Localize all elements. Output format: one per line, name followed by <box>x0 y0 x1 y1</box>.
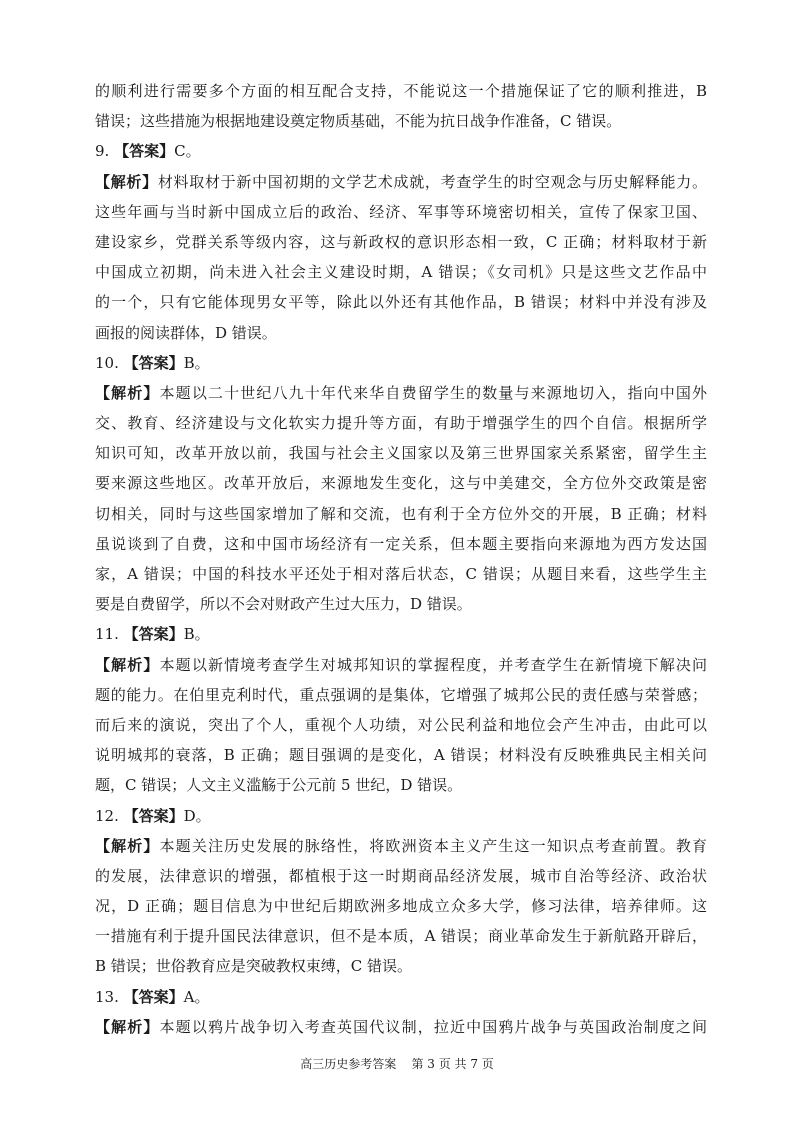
line-text: B。 <box>183 353 210 372</box>
text-line <box>95 1012 707 1042</box>
line-text: 中国成立初期，尚未进入社会主义建设时期，A 错误；《女司机》只是这些文艺作品中 <box>95 263 707 282</box>
text-line <box>95 468 707 498</box>
line-text: 而后来的演说，突出了个人，重视个人功绩，对公民利益和地位会产生冲击，由此可以 <box>95 715 707 734</box>
line-text: 错误；这些措施为根据地建设奠定物质基础，不能为抗日战争作准备，C 错误。 <box>95 112 622 131</box>
text-line <box>95 287 707 317</box>
line-text: 说明城邦的衰落，B 正确；题目强调的是变化，A 错误；材料没有反映雅典民主相关问 <box>95 746 707 765</box>
line-text: 材料取材于新中国初期的文学艺术成就，考查学生的时空观念与历史解释能力。 <box>157 172 707 191</box>
text-line <box>95 982 707 1012</box>
line-text: 切相关，同时与这些国家增加了解和交流，也有利于全方位外交的开展，B 正确；材料 <box>95 504 707 523</box>
line-text: 要是自费留学，所以不会对财政产生过大压力，D 错误。 <box>95 595 472 614</box>
text-line <box>95 740 707 770</box>
page-footer <box>0 1056 794 1072</box>
line-text: 本题以二十世纪八九十年代来华自费留学生的数量与来源地切入，指向中国外 <box>159 383 707 402</box>
question-number: 10. <box>95 353 119 372</box>
line-text: 本题关注历史发展的脉络性，将欧洲资本主义产生这一知识点考查前置。教育 <box>159 836 707 855</box>
line-text: 本题以新情境考查学生对城邦知识的掌握程度，并考查学生在新情境下解决问 <box>159 655 707 674</box>
line-text: 一措施有利于提升国民法律意识，但不是本质，A 错误；商业革命发生于新航路开辟后， <box>95 927 707 946</box>
text-line <box>95 589 707 619</box>
question-number: 9. <box>95 142 110 161</box>
text-line <box>95 76 707 106</box>
text-line <box>95 831 707 861</box>
answer-label: 【答案】 <box>123 806 184 825</box>
text-line <box>95 227 707 257</box>
line-text: 建设家乡，党群关系等级内容，这与新政权的意识形态相一致，C 正确；材料取材于新 <box>95 232 707 251</box>
question-number: 13. <box>95 987 119 1006</box>
analysis-label: 【解析】 <box>95 655 160 674</box>
text-line <box>95 408 707 438</box>
answer-label: 【答案】 <box>114 142 175 161</box>
analysis-label: 【解析】 <box>95 836 160 855</box>
text-line <box>95 529 707 559</box>
line-text: 的一个，只有它能体现男女平等，除此以外还有其他作品，B 错误；材料中并没有涉及 <box>95 293 707 312</box>
line-text: 况，D 正确；题目信息为中世纪后期欧洲多地成立众多大学，修习法律，培养律师。这 <box>95 897 707 916</box>
answer-label: 【答案】 <box>123 353 184 372</box>
text-line <box>95 680 707 710</box>
line-text: 本题以鸦片战争切入考查英国代议制，拉近中国鸦片战争与英国政治制度之间 <box>159 1017 707 1036</box>
line-text: B 错误；世俗教育应是突破教权束缚，C 错误。 <box>95 957 413 976</box>
line-text: B。 <box>183 625 210 644</box>
answer-label: 【答案】 <box>123 987 184 1006</box>
footer-title: 高三历史参考答案 <box>300 1057 397 1071</box>
text-line <box>95 650 707 680</box>
text-line <box>95 167 707 197</box>
line-text: 画报的阅读群体，D 错误。 <box>95 323 277 342</box>
line-text: C。 <box>174 142 201 161</box>
line-text: D。 <box>183 806 211 825</box>
text-line <box>95 559 707 589</box>
question-number: 12. <box>95 806 119 825</box>
line-text: 这些年画与当时新中国成立后的政治、经济、军事等环境密切相关，宣传了保家卫国、 <box>95 202 707 221</box>
line-text: 交、教育、经济建设与文化软实力提升等方面，有助于增强学生的四个自信。根据所学 <box>95 414 707 433</box>
line-text: 家，A 错误；中国的科技水平还处于相对落后状态，C 错误；从题目来看，这些学生主 <box>95 565 707 583</box>
line-text: A。 <box>183 987 210 1006</box>
analysis-label: 【解析】 <box>95 172 158 191</box>
text-line <box>95 438 707 468</box>
line-text: 题的能力。在伯里克利时代，重点强调的是集体，它增强了城邦公民的责任感与荣誉感； <box>95 685 707 704</box>
document-body <box>95 76 707 1042</box>
footer-page-number: 第 3 页 共 7 页 <box>411 1057 494 1071</box>
question-number: 11. <box>95 625 119 644</box>
analysis-label: 【解析】 <box>95 1017 160 1036</box>
answer-label: 【答案】 <box>123 625 184 644</box>
text-line <box>95 801 707 831</box>
text-line <box>95 619 707 649</box>
text-line <box>95 318 707 348</box>
analysis-label: 【解析】 <box>95 383 160 402</box>
text-line <box>95 891 707 921</box>
text-line <box>95 951 707 981</box>
text-line <box>95 136 707 166</box>
text-line <box>95 499 707 529</box>
line-text: 知识可知，改革开放以前，我国与社会主义国家以及第三世界国家关系紧密，留学生主 <box>95 444 707 463</box>
text-line <box>95 770 707 800</box>
text-line <box>95 257 707 287</box>
line-text: 要来源这些地区。改革开放后，来源地发生变化，这与中美建交，全方位外交政策是密 <box>95 474 707 493</box>
line-text: 题，C 错误；人文主义滥觞于公元前 5 世纪，D 错误。 <box>95 776 463 795</box>
text-line <box>95 921 707 951</box>
line-text: 的发展，法律意识的增强，都植根于这一时期商品经济发展，城市自治等经济、政治状 <box>95 866 707 885</box>
text-line <box>95 197 707 227</box>
text-line <box>95 861 707 891</box>
text-line <box>95 348 707 378</box>
text-line <box>95 378 707 408</box>
line-text: 的顺利进行需要多个方面的相互配合支持，不能说这一个措施保证了它的顺利推进，B <box>95 82 707 100</box>
text-line <box>95 710 707 740</box>
text-line <box>95 106 707 136</box>
line-text: 虽说谈到了自费，这和中国市场经济有一定关系，但本题主要指向来源地为西方发达国 <box>95 534 707 553</box>
